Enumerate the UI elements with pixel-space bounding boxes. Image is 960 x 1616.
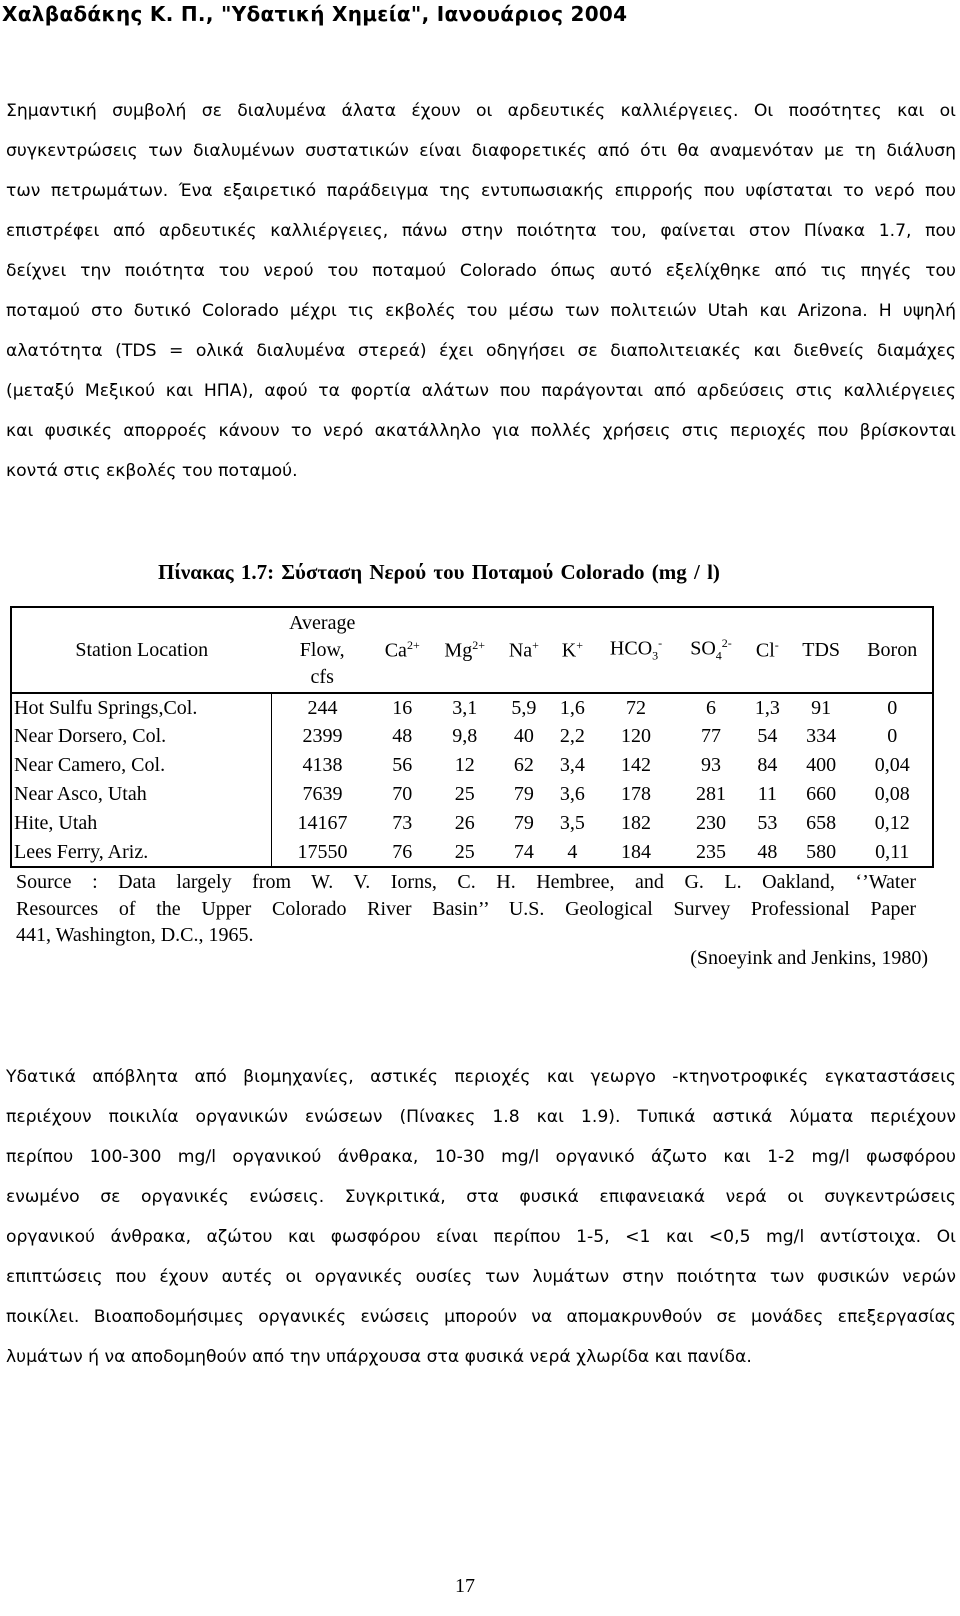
station-cell: Hot Sulfu Springs,Col. bbox=[11, 693, 272, 722]
value-cell: 120 bbox=[621, 725, 652, 747]
paragraph-line: συγκεντρώσεις των διαλυμένων συστατικών είναι διαφορετικές από ότι θα αναμενόταν με τη διάλυση bbox=[6, 141, 956, 161]
header-mg-symbol: Mg bbox=[444, 639, 473, 662]
header-hco3-charge: - bbox=[658, 636, 663, 651]
header-flow-line: cfs bbox=[310, 665, 334, 688]
source-line: Source : Data largely from W. V. Iorns, C. H. Hembree, and G. L. Oakland, ‘’Water bbox=[16, 871, 916, 893]
paragraph-line: περιέχουν ποικιλία οργανικών ενώσεων (Πίνακες 1.8 και 1.9). Τυπικά αστικά λύματα περιέχουν bbox=[6, 1107, 956, 1127]
table-source-note bbox=[16, 869, 916, 949]
value-cell: 54 bbox=[757, 725, 778, 747]
paragraph-line: Υδατικά απόβλητα από βιομηχανίες, αστικές περιοχές και γεωργο -κτηνοτροφικές εγκαταστάσεις bbox=[6, 1067, 956, 1087]
value-cell: 6 bbox=[705, 696, 716, 719]
station-cell: Near Dorsero, Col. bbox=[11, 722, 272, 751]
header-flow-line: Average bbox=[289, 611, 356, 634]
value-cell: 74 bbox=[513, 840, 534, 863]
value-cell: 14167 bbox=[297, 812, 348, 834]
table-caption: Πίνακας 1.7: Σύσταση Νερού του Ποταμού Colorado (mg / l) bbox=[158, 560, 720, 584]
paragraph-line: ποικίλει. Βιοαποδομήσιμες οργανικές ενώσεις μπορούν να απομακρυνθούν σε μονάδες επεξεργασίας bbox=[6, 1307, 956, 1327]
paragraph-line: ποταμού στο δυτικό Colorado μέχρι τις εκβολές του μέσω των πολιτειών Utah και Arizona. Η υψηλή bbox=[6, 301, 957, 321]
organic-compounds-paragraph bbox=[6, 1057, 956, 1377]
source-line: Resources of the Upper Colorado River Basin’’ U.S. Geological Survey Professional Paper bbox=[16, 897, 916, 920]
value-cell: 62 bbox=[513, 754, 534, 776]
value-cell: 26 bbox=[454, 812, 475, 834]
value-cell: 79 bbox=[513, 812, 534, 834]
header-cl-charge: - bbox=[774, 637, 779, 652]
table-row bbox=[11, 809, 933, 838]
value-cell: 11 bbox=[757, 783, 777, 805]
value-cell: 12 bbox=[454, 754, 475, 776]
header-ca-symbol: Ca bbox=[384, 639, 407, 662]
header-cl bbox=[745, 607, 790, 693]
value-cell: 70 bbox=[392, 783, 413, 805]
paragraph-line: περίπου 100-300 mg/l οργανικού άνθρακα, 10-30 mg/l οργανικό άζωτο και 1-2 mg/l φωσφόρου bbox=[6, 1147, 956, 1167]
value-cell: 48 bbox=[757, 840, 778, 863]
paragraph-line: και φυσικές απορροές κάνουν το νερό ακατάλληλο για πολλές χρήσεις στις περιοχές που βρίσκονται bbox=[6, 421, 956, 441]
value-cell: 53 bbox=[757, 812, 778, 834]
value-cell: 0 bbox=[887, 696, 898, 719]
page-number: 17 bbox=[455, 1575, 475, 1597]
value-cell: 0,08 bbox=[874, 783, 910, 805]
value-cell: 16 bbox=[392, 696, 413, 719]
colorado-water-table bbox=[10, 606, 934, 868]
table-row bbox=[11, 722, 933, 751]
header-so4-symbol: SO bbox=[690, 637, 716, 660]
source-line: 441, Washington, D.C., 1965. bbox=[16, 924, 254, 946]
value-cell: 1,3 bbox=[754, 696, 780, 719]
header-hco3 bbox=[595, 607, 677, 693]
value-cell: 48 bbox=[392, 725, 413, 747]
value-cell: 142 bbox=[621, 754, 652, 776]
value-cell: 184 bbox=[621, 840, 652, 863]
header-tds: TDS bbox=[790, 607, 853, 693]
value-cell: 91 bbox=[811, 696, 832, 719]
value-cell: 72 bbox=[626, 696, 647, 719]
header-so4-charge: 2- bbox=[721, 636, 732, 651]
header-na-charge: + bbox=[532, 637, 539, 652]
value-cell: 3,1 bbox=[452, 696, 478, 719]
running-header: Χαλβαδάκης Κ. Π., "Υδατική Χημεία", Ιανουάριος 2004 bbox=[2, 2, 628, 26]
value-cell: 84 bbox=[757, 754, 778, 776]
header-na bbox=[498, 607, 550, 693]
value-cell: 660 bbox=[806, 783, 837, 805]
value-cell: 244 bbox=[307, 696, 338, 719]
value-cell: 2,2 bbox=[559, 725, 585, 747]
header-hco3-subscript: 3 bbox=[652, 648, 659, 663]
header-flow bbox=[272, 607, 373, 693]
value-cell: 1,6 bbox=[559, 696, 585, 719]
value-cell: 25 bbox=[454, 840, 475, 863]
paragraph-line: των πετρωμάτων. Ένα εξαιρετικό παράδειγμα της εντυπωσιακής επιρροής που υφίσταται το νερό που bbox=[6, 181, 956, 201]
value-cell: 93 bbox=[700, 754, 721, 776]
value-cell: 0 bbox=[887, 725, 898, 747]
value-cell: 0,12 bbox=[874, 812, 910, 834]
paragraph-line: ενωμένο σε οργανικές ενώσεις. Συγκριτικά, στα φυσικά επιφανειακά νερά οι συγκεντρώσεις bbox=[6, 1187, 956, 1207]
header-mg-charge: 2+ bbox=[472, 637, 485, 652]
value-cell: 17550 bbox=[297, 840, 348, 863]
value-cell: 40 bbox=[513, 725, 534, 747]
header-k-charge: + bbox=[576, 637, 584, 652]
paragraph-line: επιστρέφει από αρδευτικές καλλιέργειες, πάνω στην ποιότητα του, φαίνεται στον Πίνακα 1.7, που bbox=[6, 221, 956, 241]
header-boron: Boron bbox=[852, 607, 933, 693]
header-station: Station Location bbox=[11, 607, 272, 693]
value-cell: 56 bbox=[392, 754, 413, 776]
table-row bbox=[11, 838, 933, 867]
value-cell: 2399 bbox=[302, 725, 343, 747]
value-cell: 658 bbox=[806, 812, 837, 834]
station-cell: Hite, Utah bbox=[11, 809, 272, 838]
value-cell: 3,5 bbox=[559, 812, 585, 834]
value-cell: 9,8 bbox=[452, 725, 478, 747]
header-flow-line: Flow, bbox=[299, 638, 345, 661]
station-cell: Near Asco, Utah bbox=[11, 780, 272, 809]
value-cell: 25 bbox=[454, 783, 475, 805]
station-cell: Lees Ferry, Ariz. bbox=[11, 838, 272, 867]
table-row bbox=[11, 780, 933, 809]
value-cell: 281 bbox=[695, 783, 726, 805]
value-cell: 400 bbox=[806, 754, 837, 776]
table-reference: (Snoeyink and Jenkins, 1980) bbox=[690, 947, 928, 969]
paragraph-line: λυμάτων ή να αποδομηθούν από την υπάρχουσα στα φυσικά νερά χλωρίδα και πανίδα. bbox=[6, 1347, 752, 1367]
paragraph-line: αλατότητα (TDS = ολικά διαλυμένα στερεά) έχει οδηγήσει σε διαπολιτειακές και διεθνείς διαμάχες bbox=[6, 341, 956, 361]
header-so4-subscript: 4 bbox=[715, 648, 722, 663]
value-cell: 0,04 bbox=[874, 754, 910, 776]
table-header-row bbox=[11, 607, 933, 693]
value-cell: 3,6 bbox=[559, 783, 585, 805]
intro-paragraph bbox=[6, 91, 956, 491]
paragraph-line: επιπτώσεις που έχουν αυτές οι οργανικές ουσίες των λυμάτων στην ποιότητα των φυσικών νερών bbox=[6, 1267, 956, 1287]
table-row bbox=[11, 693, 933, 722]
header-ca bbox=[373, 607, 432, 693]
header-hco3-symbol: HCO bbox=[609, 637, 653, 660]
header-cl-symbol: Cl bbox=[755, 639, 775, 662]
paragraph-line: κοντά στις εκβολές του ποταμού. bbox=[6, 461, 298, 481]
value-cell: 5,9 bbox=[511, 696, 537, 719]
value-cell: 7639 bbox=[302, 783, 343, 805]
value-cell: 73 bbox=[392, 812, 413, 834]
header-k bbox=[550, 607, 595, 693]
value-cell: 4 bbox=[567, 840, 578, 863]
header-k-symbol: K bbox=[561, 639, 577, 662]
header-ca-charge: 2+ bbox=[406, 637, 420, 652]
header-mg bbox=[432, 607, 498, 693]
value-cell: 230 bbox=[695, 812, 726, 834]
station-cell: Near Camero, Col. bbox=[11, 751, 272, 780]
value-cell: 334 bbox=[806, 725, 837, 747]
paragraph-line: δείχνει την ποιότητα του νερού του ποταμού Colorado όπως αυτό εξελίχθηκε από τις πηγές του bbox=[6, 261, 956, 281]
value-cell: 235 bbox=[695, 840, 726, 863]
value-cell: 76 bbox=[392, 840, 413, 863]
paragraph-line: οργανικού άνθρακα, αζώτου και φωσφόρου είναι περίπου 1-5, <1 και <0,5 mg/l αντίστοιχα. Οι bbox=[6, 1227, 956, 1247]
value-cell: 178 bbox=[621, 783, 652, 805]
value-cell: 77 bbox=[700, 725, 721, 747]
value-cell: 79 bbox=[513, 783, 534, 805]
value-cell: 4138 bbox=[302, 754, 343, 776]
value-cell: 3,4 bbox=[559, 754, 585, 776]
value-cell: 0,11 bbox=[875, 840, 910, 863]
paragraph-line: (μεταξύ Μεξικού και ΗΠΑ), αφού τα φορτία αλάτων που παράγονται από αρδεύσεις στις καλλιέργειες bbox=[6, 381, 956, 401]
value-cell: 182 bbox=[621, 812, 652, 834]
header-so4 bbox=[677, 607, 745, 693]
header-na-symbol: Na bbox=[508, 639, 533, 662]
value-cell: 580 bbox=[806, 840, 837, 863]
paragraph-line: Σημαντική συμβολή σε διαλυμένα άλατα έχουν οι αρδευτικές καλλιέργειες. Οι ποσότητες και οι bbox=[6, 101, 956, 121]
table-row bbox=[11, 751, 933, 780]
